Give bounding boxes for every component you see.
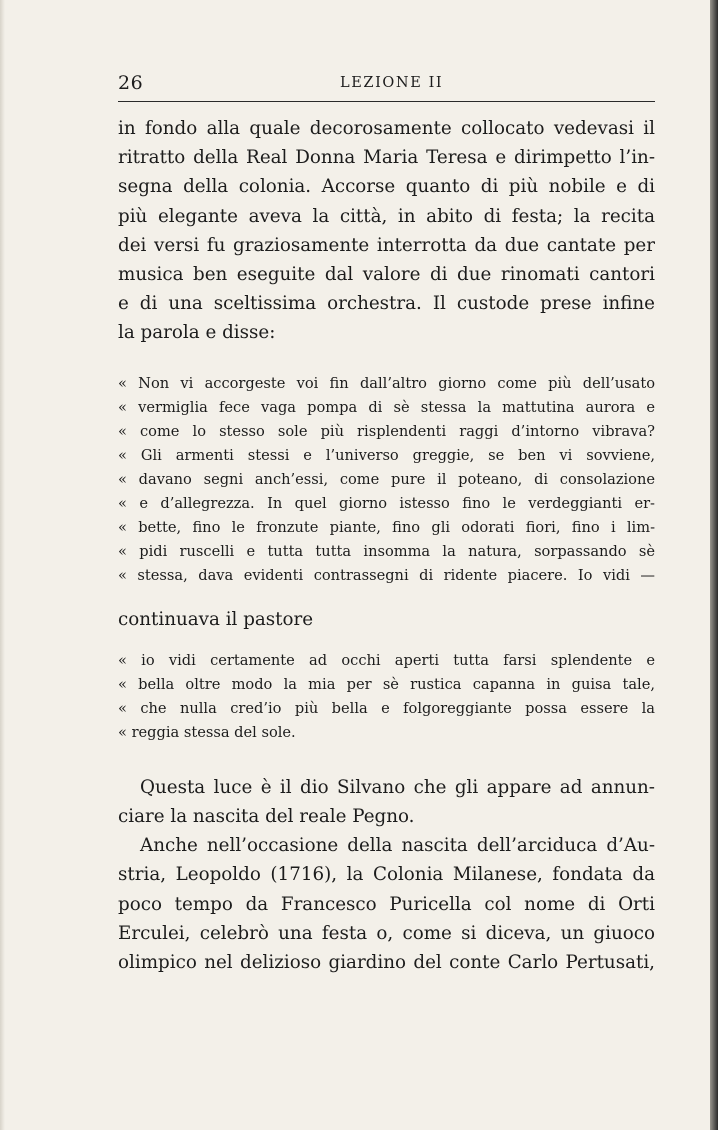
page-left-edge [0, 0, 5, 1130]
page-number: 26 [118, 72, 144, 94]
quote-block-1 [118, 372, 655, 589]
running-head: LEZIONE II [340, 75, 444, 91]
text-line: in fondo alla quale decorosamente collocato vedevasi il [118, 118, 655, 139]
text-line: ciare la nascita del reale Pegno. [118, 806, 415, 828]
text-line: dei versi fu graziosamente interrotta da due cantate per [118, 234, 655, 256]
quote-line: « io vidi certamente ad occhi aperti tutta farsi splendente e [118, 651, 655, 669]
text-line: Questa luce è il dio Silvano che gli appare ad annun- [140, 776, 655, 798]
paragraph-2 [118, 773, 655, 831]
quote-block-2 [118, 649, 655, 745]
quote-line: « bella oltre modo la mia per sè rustica capanna in guisa tale, [118, 675, 655, 693]
quote-line: « pidi ruscelli e tutta tutta insomma la natura, sorpassando sè [118, 543, 655, 561]
header-rule [118, 101, 655, 102]
quote-line: « che nulla cred’io più bella e folgoreggiante possa essere la [118, 699, 655, 717]
quote-line: « come lo stesso sole più risplendenti raggi d’intorno vibrava? [118, 422, 655, 440]
quote-line: « stessa, dava evidenti contrassegni di ridente piacere. Io vidi — [118, 567, 655, 585]
paragraph-1 [118, 114, 655, 348]
quote-line: « Gli armenti stessi e l’universo greggie, se ben vi sovviene, [118, 446, 655, 464]
quote-line: « Non vi accorgeste voi fin dall’altro giorno come più dell’usato [118, 374, 655, 392]
text-line: poco tempo da Francesco Puricella col nome di Orti [118, 893, 655, 915]
text-line: Anche nell’occasione della nascita dell’arciduca d’Au- [140, 835, 655, 857]
quote-line: « vermiglia fece vaga pompa di sè stessa la mattutina aurora e [118, 398, 655, 416]
page-body [118, 114, 655, 977]
page-right-edge-shadow [710, 0, 718, 1130]
paragraph-3 [118, 831, 655, 977]
text-line: musica ben eseguite dal valore di due rinomati cantori [118, 263, 655, 285]
text-line: ritratto della Real Donna Maria Teresa e dirimpetto l’in- [118, 147, 655, 169]
quote-line: « e d’allegrezza. In quel giorno istesso fino le verdeggianti er- [118, 494, 655, 512]
quote-line: « davano segni anch’essi, come pure il poteano, di consolazione [118, 470, 655, 488]
text-line: Erculei, celebrò una festa o, come si diceva, un giuoco [118, 922, 655, 944]
text-line: la parola e disse: [118, 322, 276, 344]
text-line: stria, Leopoldo (1716), la Colonia Milanese, fondata da [118, 864, 655, 886]
page-header [118, 72, 655, 98]
text-line: e di una sceltissima orchestra. Il custode prese infine [118, 293, 655, 315]
bridge-line: continuava il pastore [118, 609, 314, 631]
quote-line: « bette, fino le fronzute piante, fino gli odorati fiori, fino i lim- [118, 519, 655, 537]
text-line: più elegante aveva la città, in abito di festa; la recita [118, 205, 655, 227]
quote-line: « reggia stessa del sole. [118, 723, 296, 741]
text-line: olimpico nel delizioso giardino del conte Carlo Pertusati, [118, 952, 655, 974]
text-line: segna della colonia. Accorse quanto di più nobile e di [118, 176, 655, 198]
